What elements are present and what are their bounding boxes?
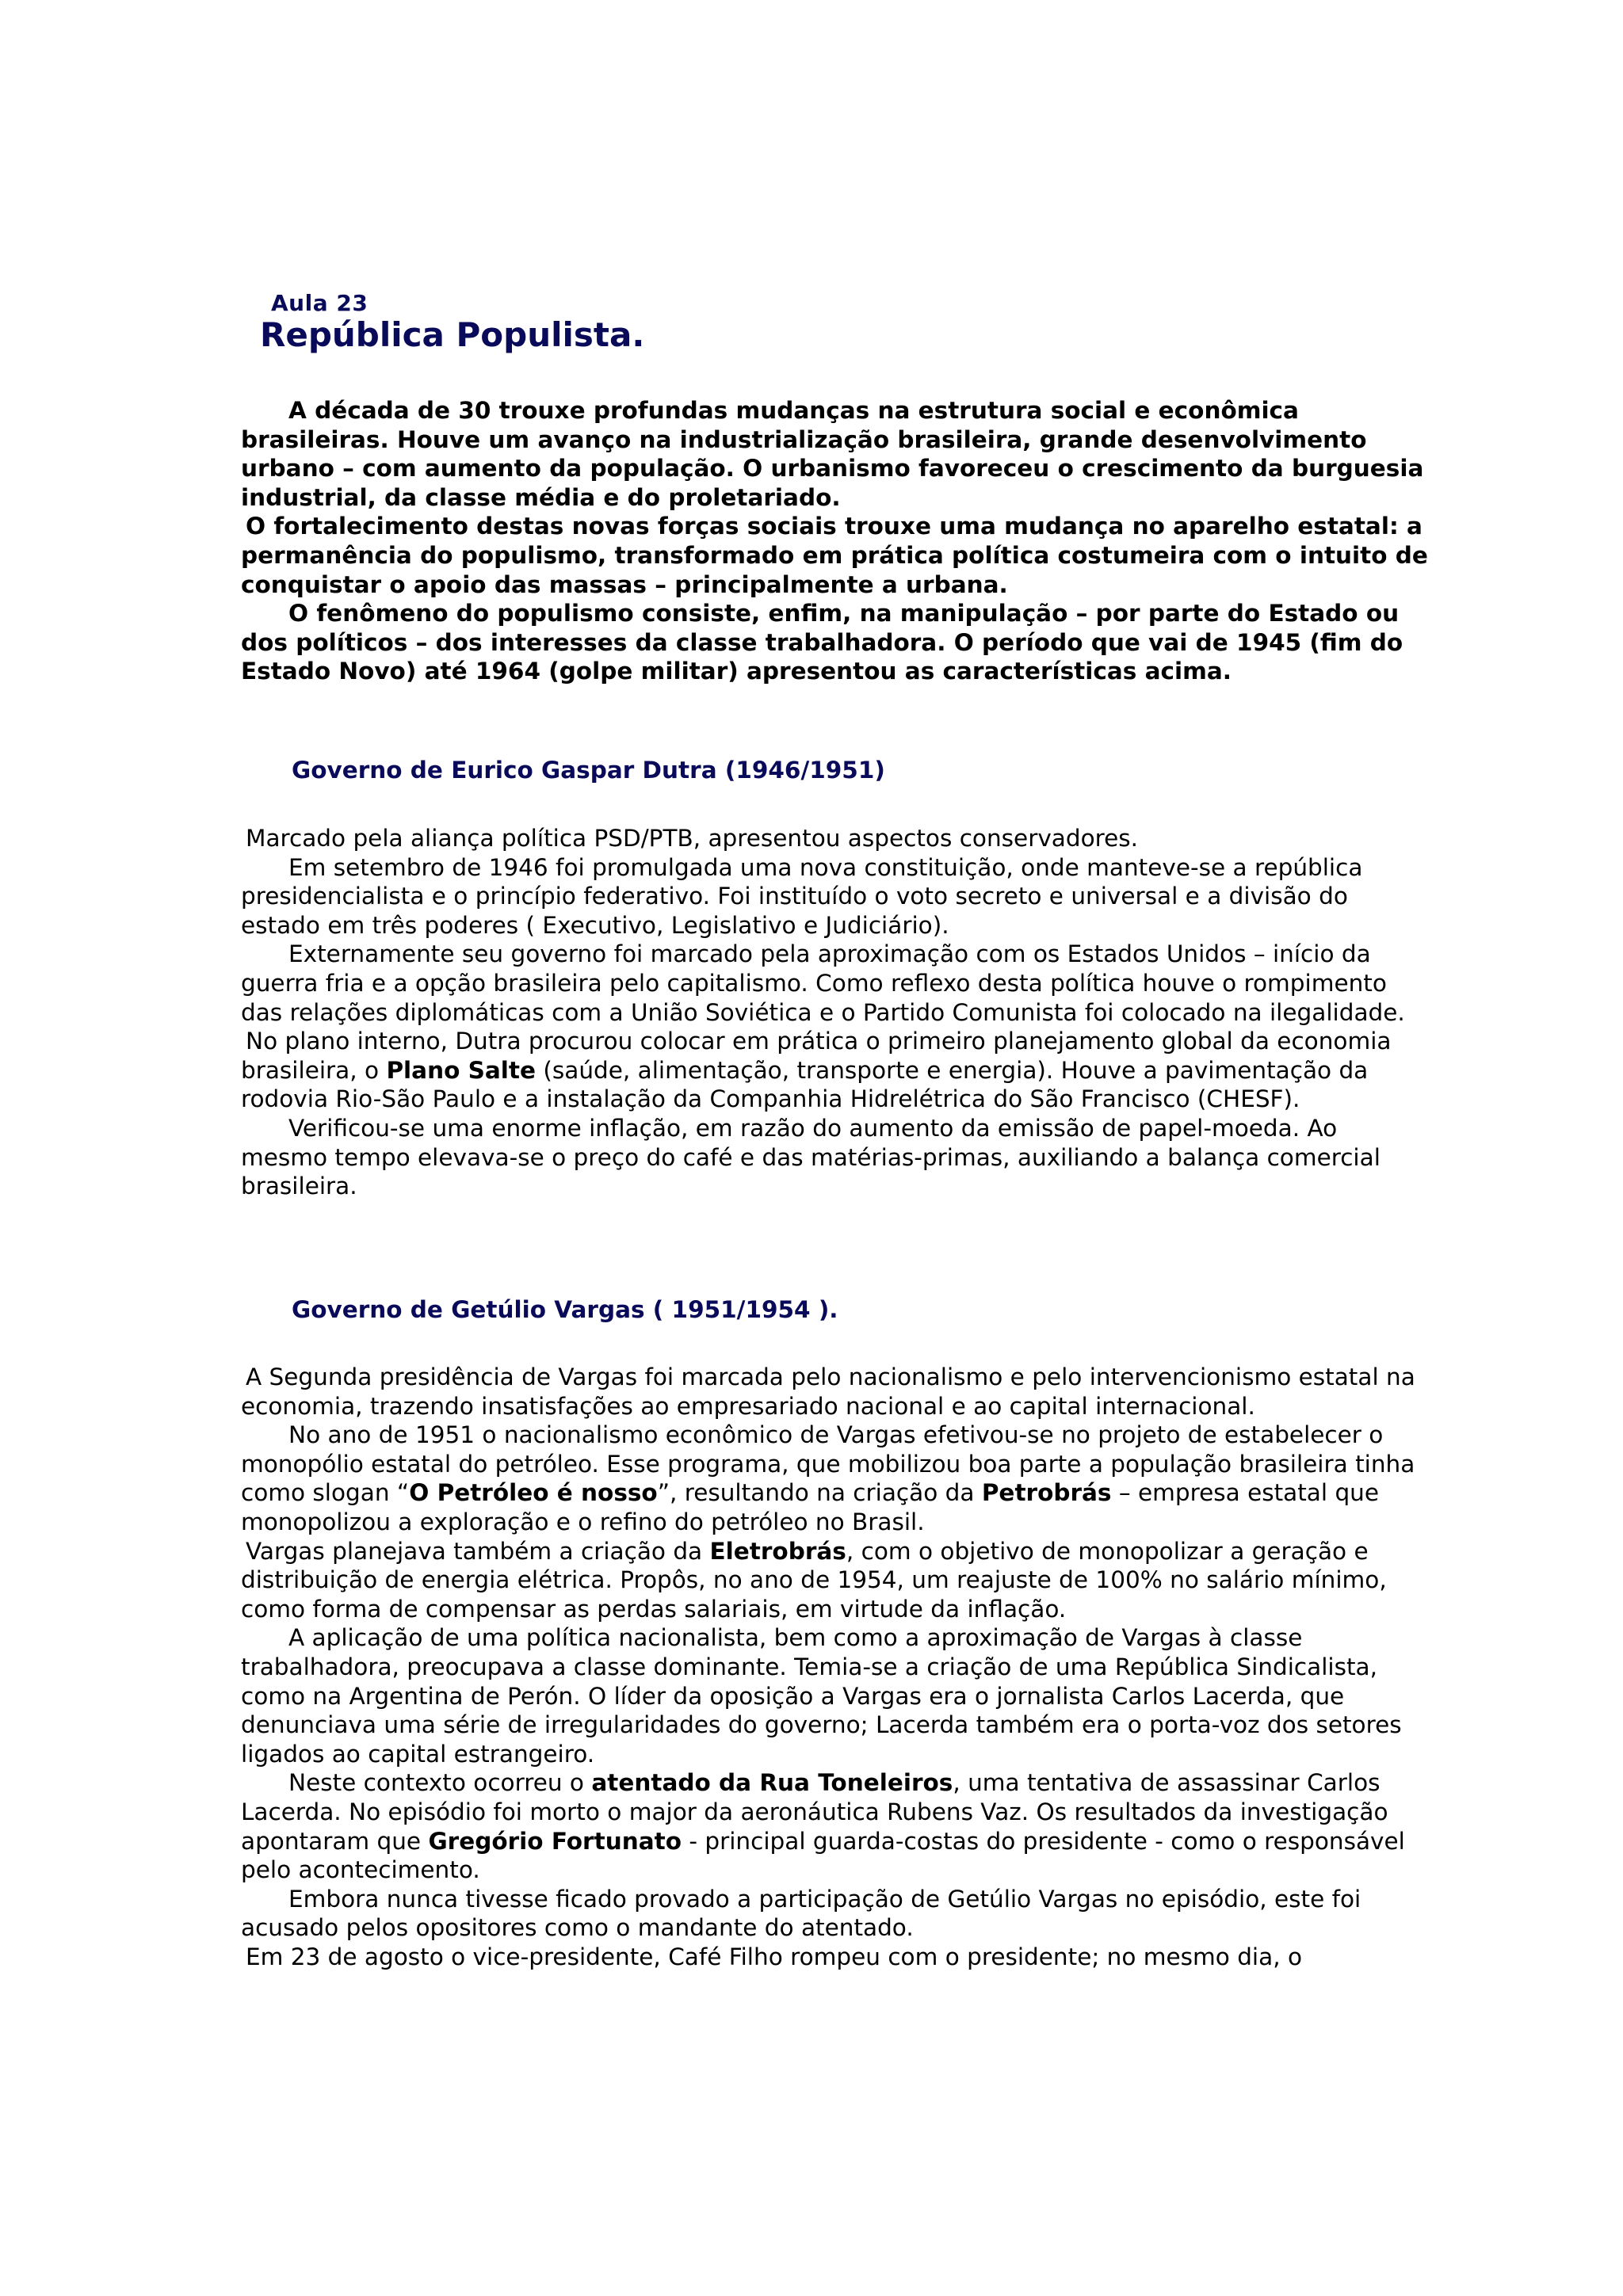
section-heading-dutra: Governo de Eurico Gaspar Dutra (1946/1951) (292, 757, 885, 784)
petroleo-slogan: O Petróleo é nosso (409, 1479, 658, 1507)
toneleiros-term: atentado da Rua Toneleiros (591, 1769, 953, 1797)
intro-paragraph-3: O fenômeno do populismo consiste, enfim, na manipulação – por parte do Estado ou dos políticos – dos interesses da classe trabalhadora. O período que vai de 1945 (fim do Estado Novo) até 1964 (golpe militar) apresentou as características acima. (241, 600, 1403, 685)
plano-salte-term: Plano Salte (386, 1056, 536, 1084)
vargas-p5-text-2: , uma tentativa de assassinar Carlos Lacerda. No episódio foi morto o major da aeronáutica Rubens Vaz. Os resultados da investigação apontaram que (241, 1769, 1388, 1855)
vargas-paragraph-1: A Segunda presidência de Vargas foi marcada pelo nacionalismo e pelo intervencionismo estatal na economia, trazendo insatisfações ao empresariado nacional e ao capital internacional. (241, 1363, 1415, 1420)
vargas-p3-text-1: Vargas planejava também a criação da (246, 1537, 710, 1565)
vargas-section (241, 1363, 1430, 1971)
dutra-section (241, 824, 1430, 1201)
vargas-p5-text-1: Neste contexto ocorreu o (288, 1769, 592, 1797)
vargas-p2-text-2: ”, resultando na criação da (657, 1479, 982, 1507)
dutra-paragraph-3: Externamente seu governo foi marcado pela aproximação com os Estados Unidos – início da guerra fria e a opção brasileira pelo capitalismo. Como reflexo desta política houve o rompimento das relações diplomáticas com a União Soviética e o Partido Comunista foi colocado na ilegalidade. (241, 940, 1405, 1026)
section-heading-vargas: Governo de Getúlio Vargas ( 1951/1954 ). (292, 1296, 838, 1323)
vargas-p2-text-1: No ano de 1951 o nacionalismo econômico de Vargas efetivou-se no projeto de estabelecer o monopólio estatal do petróleo. Esse programa, que mobilizou boa parte a população brasileira tinha como slogan “ (241, 1421, 1415, 1507)
intro-paragraph-2: O fortalecimento destas novas forças sociais trouxe uma mudança no aparelho estatal: a permanência do populismo, transformado em prática política costumeira com o intuito de conquistar o apoio das massas – principalmente a urbana. (241, 513, 1428, 598)
vargas-paragraph-2 (241, 1421, 1430, 1536)
gregorio-term: Gregório Fortunato (428, 1827, 682, 1855)
vargas-paragraph-3 (241, 1537, 1430, 1624)
dutra-paragraph-4 (241, 1027, 1430, 1114)
vargas-p2-text-3: – empresa estatal que monopolizou a exploração e o refino do petróleo no Brasil. (241, 1479, 1380, 1535)
intro-paragraph-1: A década de 30 trouxe profundas mudanças na estrutura social e econômica brasileiras. Houve um avanço na industrialização brasileira, grande desenvolvimento urbano – com aumento da população. O urbanismo favoreceu o crescimento da burguesia industrial, da classe média e do proletariado. (241, 397, 1424, 511)
dutra-paragraph-5: Verificou-se uma enorme inflação, em razão do aumento da emissão de papel-moeda. Ao mesmo tempo elevava-se o preço do café e das matérias-primas, auxiliando a balança comercial brasileira. (241, 1114, 1381, 1200)
vargas-p5-text-3: - principal guarda-costas do presidente - como o responsável pelo acontecimento. (241, 1827, 1405, 1884)
vargas-paragraph-7: Em 23 de agosto o vice-presidente, Café Filho rompeu com o presidente; no mesmo dia, o (246, 1943, 1303, 1970)
vargas-p3-text-2: , com o objetivo de monopolizar a geração e distribuição de energia elétrica. Propôs, no ano de 1954, um reajuste de 100% no salário mínimo, como forma de compensar as perdas salariais, em virtude da inflação. (241, 1537, 1387, 1623)
lesson-label: Aula 23 (271, 290, 369, 316)
vargas-paragraph-5 (241, 1768, 1430, 1884)
dutra-paragraph-2: Em setembro de 1946 foi promulgada uma nova constituição, onde manteve-se a república presidencialista e o princípio federativo. Foi instituído o voto secreto e universal e a divisão do estado em três poderes ( Executivo, Legislativo e Judiciário). (241, 853, 1363, 939)
dutra-p4-text-2: (saúde, alimentação, transporte e energia). Houve a pavimentação da rodovia Rio-São Paulo e a instalação da Companhia Hidrelétrica do São Francisco (CHESF). (241, 1056, 1369, 1113)
petrobras-term: Petrobrás (981, 1479, 1112, 1507)
page-title: República Populista. (260, 315, 645, 354)
eletrobras-term: Eletrobrás (709, 1537, 846, 1565)
intro-section (241, 396, 1430, 686)
vargas-paragraph-6: Embora nunca tivesse ficado provado a participação de Getúlio Vargas no episódio, este foi acusado pelos opositores como o mandante do atentado. (241, 1885, 1361, 1942)
dutra-paragraph-1: Marcado pela aliança política PSD/PTB, apresentou aspectos conservadores. (246, 825, 1139, 852)
dutra-p4-text-1: No plano interno, Dutra procurou colocar em prática o primeiro planejamento global da economia brasileira, o (241, 1028, 1392, 1084)
vargas-paragraph-4: A aplicação de uma política nacionalista, bem como a aproximação de Vargas à classe trabalhadora, preocupava a classe dominante. Temia-se a criação de uma República Sindicalista, como na Argentina de Perón. O líder da oposição a Vargas era o jornalista Carlos Lacerda, que denunciava uma série de irregularidades do governo; Lacerda também era o porta-voz dos setores ligados ao capital estrangeiro. (241, 1624, 1402, 1768)
